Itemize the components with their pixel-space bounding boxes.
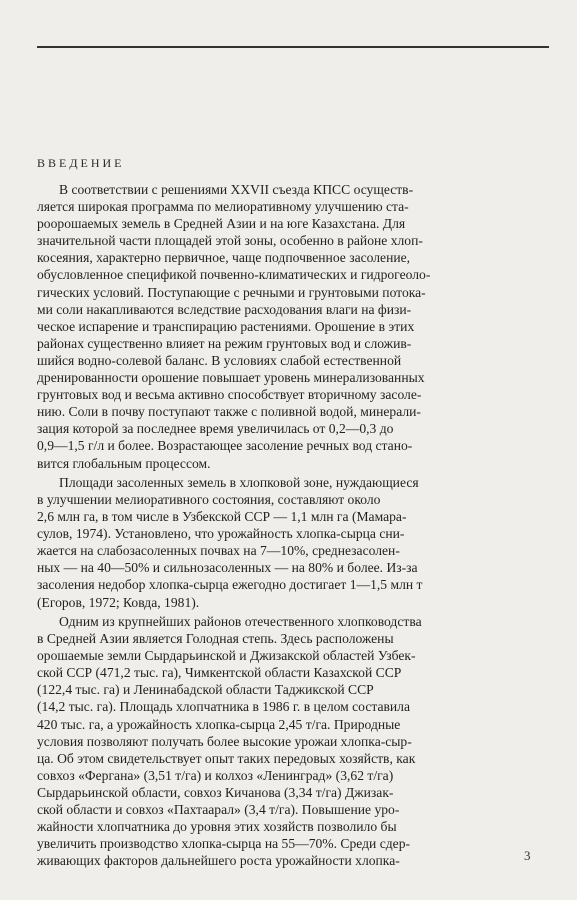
text-line: 420 тыс. га, а урожайность хлопка-сырца 2,45 т/га. Природные: [37, 716, 401, 732]
text-line: косеяния, характерно первичное, чаще подпочвенное засоление,: [37, 250, 411, 266]
text-line: зация которой за последнее время увеличилась от 0,2—0,3 до: [37, 421, 394, 437]
text-line: жайности хлопчатника до уровня этих хозяйств позволило бы: [37, 819, 397, 835]
text-line: дренированности орошение повышает уровень минерализованных: [37, 370, 425, 386]
text-line: засоления недобор хлопка-сырца ежегодно достигает 1—1,5 млн т: [37, 577, 423, 593]
text-line: шийся водно-солевой баланс. В условиях слабой естественной: [37, 352, 402, 368]
text-line: ми соли накапливаются вследствие расходования влаги на физи-: [37, 301, 412, 317]
text-line: ца. Об этом свидетельствует опыт таких передовых хозяйств, как: [37, 750, 416, 766]
text-line: Одним из крупнейших районов отечественного хлопководства: [59, 613, 422, 629]
text-line: увеличить производство хлопка-сырца на 55—70%. Среди сдер-: [37, 836, 411, 852]
body-text: [37, 181, 542, 869]
text-line: значительной части площадей этой зоны, особенно в районе хлоп-: [37, 233, 423, 249]
text-line: вится глобальным процессом.: [37, 455, 211, 471]
text-line: Площади засоленных земель в хлопковой зоне, нуждающиеся: [59, 474, 419, 490]
text-line: роорошаемых земель в Средней Азии и на юге Казахстана. Для: [37, 216, 406, 232]
section-heading: ВВЕДЕНИЕ: [37, 156, 125, 170]
text-line: сулов, 1974). Установлено, что урожайность хлопка-сырца сни-: [37, 526, 405, 542]
text-line: ляется широкая программа по мелиоративному улучшению ста-: [37, 199, 409, 215]
text-line: В соответствии с решениями XXVII съезда КПСС осуществ-: [59, 182, 414, 197]
text-line: ных — на 40—50% и сильнозасоленных — на 80% и более. Из-за: [37, 560, 418, 576]
text-line: гических условий. Поступающие с речными и грунтовыми потока-: [37, 284, 426, 300]
text-line: грунтовых вод и весьма активно способствует вторичному засоле-: [37, 387, 422, 403]
text-line: 0,9—1,5 г/л и более. Возрастающее засоление речных вод стано-: [37, 438, 413, 454]
top-rule: [37, 46, 549, 48]
text-line: совхоз «Фергана» (3,51 т/га) и колхоз «Ленинград» (3,62 т/га): [37, 767, 394, 783]
text-line: (14,2 тыс. га). Площадь хлопчатника в 1986 г. в целом составила: [37, 699, 410, 715]
text-line: (122,4 тыс. га) и Ленинабадской области Таджикской ССР: [37, 682, 374, 698]
text-line: ческое испарение и транспирацию растениями. Орошение в этих: [37, 318, 415, 334]
text-line: Сырдарьинской области, совхоз Кичанова (3,34 т/га) Джизак-: [37, 784, 394, 800]
text-line: ской ССР (471,2 тыс. га), Чимкентской области Казахской ССР: [37, 665, 402, 681]
text-line: 2,6 млн га, в том числе в Узбекской ССР — 1,1 млн га (Мамара-: [37, 509, 407, 525]
text-line: ской области и совхоз «Пахтаарал» (3,4 т/га). Повышение уро-: [37, 801, 400, 817]
text-line: обусловленное спецификой почвенно-климатических и гидрогеоло-: [37, 267, 431, 283]
text-line: в Средней Азии является Голодная степь. Здесь расположены: [37, 631, 394, 647]
text-line: условия позволяют получать более высокие урожаи хлопка-сыр-: [37, 733, 412, 749]
text-line: нию. Соли в почву поступают также с поливной водой, минерали-: [37, 404, 421, 420]
text-line: живающих факторов дальнейшего роста урожайности хлопка-: [37, 853, 400, 869]
text-line: (Егоров, 1972; Ковда, 1981).: [37, 594, 200, 610]
text-line: жается на слабозасоленных почвах на 7—10%, среднезасолен-: [37, 543, 400, 559]
page-number: 3: [524, 848, 531, 863]
text-line: в улучшении мелиоративного состояния, составляют около: [37, 491, 381, 507]
text-line: орошаемые земли Сырдарьинской и Джизакской областей Узбек-: [37, 648, 416, 664]
text-line: районах существенно влияет на режим грунтовых вод и сложив-: [37, 335, 412, 351]
